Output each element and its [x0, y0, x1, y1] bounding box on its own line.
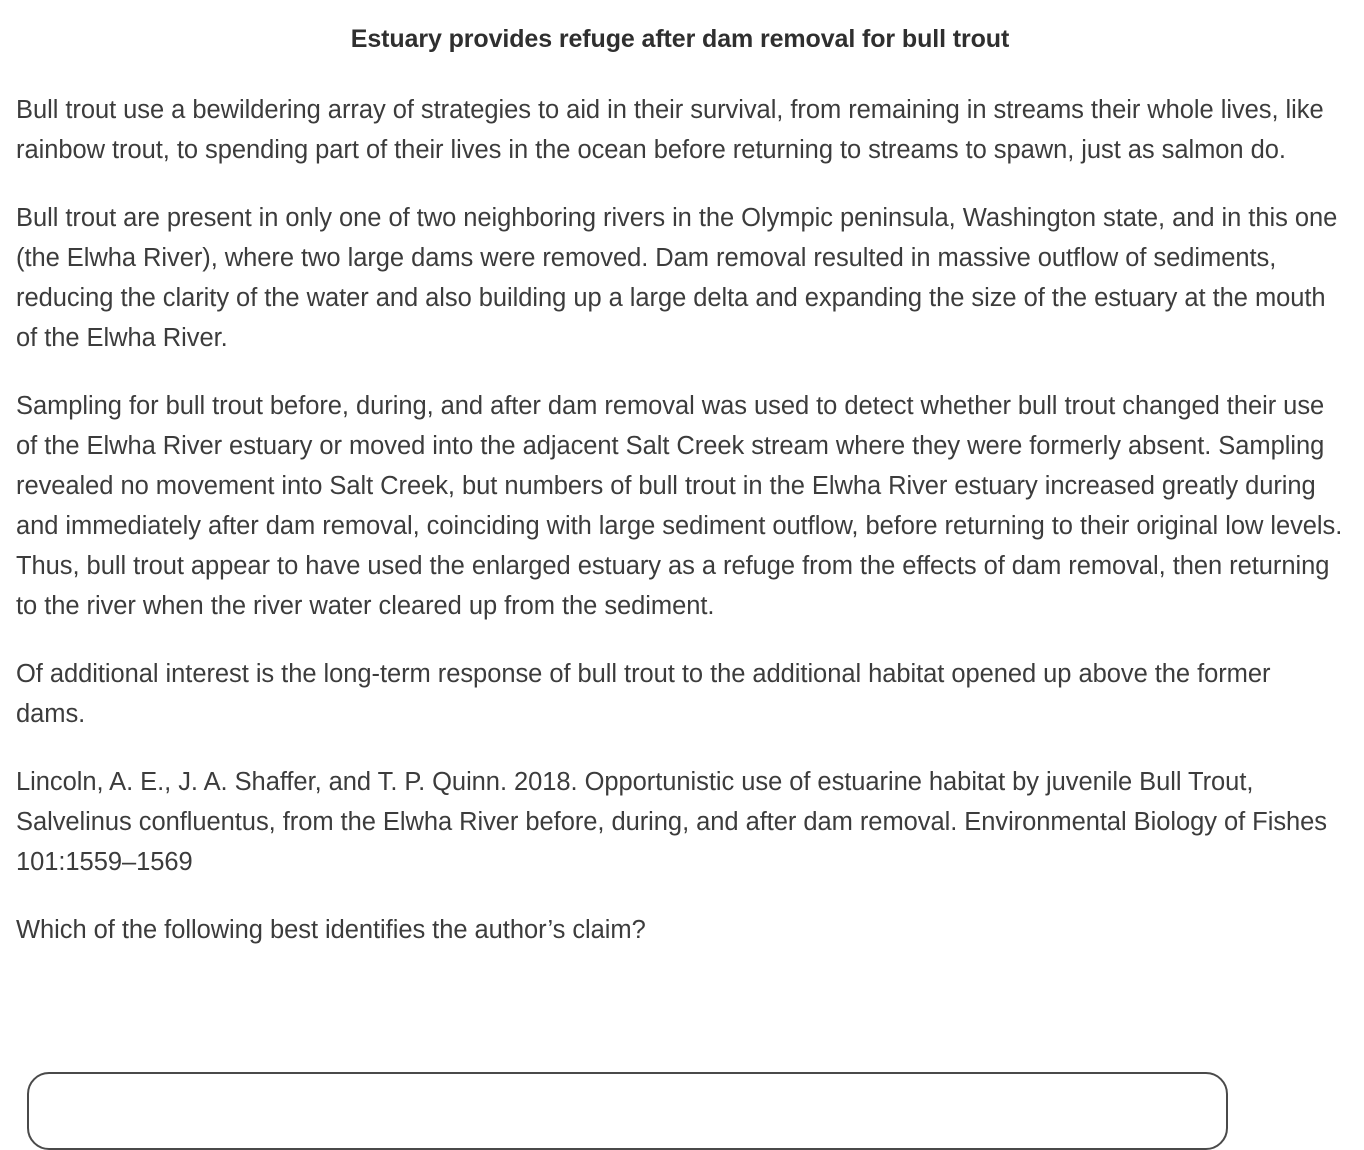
passage-paragraph-4: Of additional interest is the long-term response of bull trout to the additional habitat opened up above the former dams. [16, 660, 1271, 728]
page-title: Estuary provides refuge after dam removal for bull trout [350, 25, 1010, 53]
answer-options-list [0, 1072, 1364, 1150]
passage-paragraph-1: Bull trout use a bewildering array of strategies to aid in their survival, from remaining in streams their whole lives, like rainbow trout, to spending part of their lives in the ocean before returning to streams to spawn, just as salmon do. [16, 96, 1324, 164]
passage-citation: Lincoln, A. E., J. A. Shaffer, and T. P. Quinn. 2018. Opportunistic use of estuarine habitat by juvenile Bull Trout, Salvelinus confluentus, from the Elwha River before, during, and after dam removal. Environmental Biology of Fishes 101:1559–1569 [16, 768, 1327, 876]
passage-paragraph-2: Bull trout are present in only one of two neighboring rivers in the Olympic peninsula, Washington state, and in this one (the Elwha River), where two large dams were removed. Dam removal resulted in massive outflow of sediments, reducing the clarity of the water and also building up a large delta and expanding the size of the estuary at the mouth of the Elwha River. [16, 204, 1338, 352]
passage-paragraph-3: Sampling for bull trout before, during, and after dam removal was used to detect whether bull trout changed their use of the Elwha River estuary or moved into the adjacent Salt Creek stream where they were formerly absent. Sampling revealed no movement into Salt Creek, but numbers of bull trout in the Elwha River estuary increased greatly during and immediately after dam removal, coinciding with large sediment outflow, before returning to their original low levels. Thus, bull trout appear to have used the enlarged estuary as a refuge from the effects of dam removal, then returning to the river when the river water cleared up from the sediment. [16, 392, 1343, 620]
answer-option[interactable] [27, 1072, 1228, 1150]
question-prompt: Which of the following best identifies the author’s claim? [16, 916, 646, 944]
